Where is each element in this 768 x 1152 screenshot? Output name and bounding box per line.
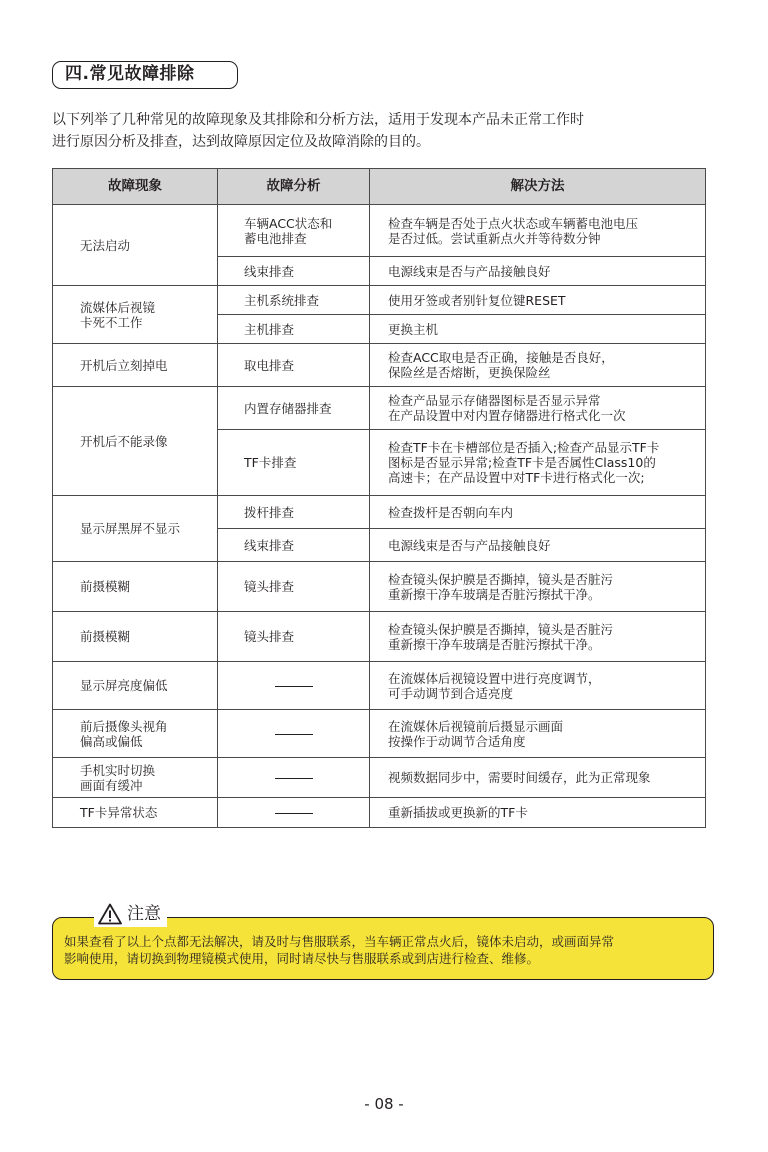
header-analysis: 故障分析 (218, 169, 370, 205)
table-row (53, 798, 706, 828)
table-row (53, 286, 706, 315)
troubleshooting-table (52, 168, 706, 828)
symptom-cell: 显示屏黑屏不显示 (53, 496, 218, 562)
notice-body: 如果查看了以上个点都无法解决，请及时与售服联系，当车辆正常点火后，镜体未启动，或画面异常 影响使用，请切换到物理镜模式使用，同时请尽快与售服联系或到店进行检查、维修。 (64, 934, 615, 966)
solution-cell: 检查车辆是否处于点火状态或车辆蓄电池电压 是否过低。尝试重新点火并等待数分钟 (370, 205, 706, 257)
analysis-cell: 主机排查 (218, 315, 370, 344)
solution-cell: 检查ACC取电是否正确，接触是否良好， 保险丝是否熔断，更换保险丝 (370, 344, 706, 387)
table-row (53, 205, 706, 257)
analysis-cell: 镜头排查 (218, 562, 370, 612)
symptom-cell: 手机实时切换 画面有缓冲 (53, 758, 218, 798)
solution-cell: 重新插拔或更换新的TF卡 (370, 798, 706, 828)
symptom-cell: 开机后立刻掉电 (53, 344, 218, 387)
notice-heading (94, 901, 167, 927)
notice-title: 注意 (127, 904, 161, 924)
analysis-cell: 线束排查 (218, 529, 370, 562)
solution-cell: 使用牙签或者别针复位键RESET (370, 286, 706, 315)
solution-cell: 在流媒休后视镜前后摄显示画面 按操作于动调节合适角度 (370, 710, 706, 758)
section-title: 四.常见故障排除 (52, 61, 238, 89)
solution-cell: 检查镜头保护膜是否撕掉，镜头是否脏污 重新擦干净车玻璃是否脏污擦拭干净。 (370, 562, 706, 612)
solution-cell: 电源线束是否与产品接触良好 (370, 529, 706, 562)
symptom-cell: 流媒体后视镜 卡死不工作 (53, 286, 218, 344)
solution-cell: 检查拨杆是否朝向车内 (370, 496, 706, 529)
dash-mark (275, 734, 313, 735)
dash-mark (275, 686, 313, 687)
solution-cell: 检查产品显示存储器图标是否显示异常 在产品设置中对内置存储器进行格式化一次 (370, 387, 706, 430)
symptom-cell: 前后摄像头视角 偏高或偏低 (53, 710, 218, 758)
dash-mark (275, 778, 313, 779)
solution-cell: 检查镜头保护膜是否撕掉，镜头是否脏污 重新擦干净车玻璃是否脏污擦拭干净。 (370, 612, 706, 662)
table-row (53, 387, 706, 430)
intro-paragraph: 以下列举了几种常见的故障现象及其排除和分析方法，适用于发现本产品未正常工作时 进行原因分析及排查，达到故障原因定位及故障消除的目的。 (52, 112, 584, 150)
symptom-cell: TF卡异常状态 (53, 798, 218, 828)
analysis-cell-empty (218, 710, 370, 758)
notice-box (52, 904, 714, 980)
analysis-cell: 主机系统排查 (218, 286, 370, 315)
analysis-cell: 线束排查 (218, 257, 370, 286)
table-row (53, 612, 706, 662)
analysis-cell-empty (218, 662, 370, 710)
solution-cell: 在流媒体后视镜设置中进行亮度调节， 可手动调节到合适亮度 (370, 662, 706, 710)
table-row (53, 562, 706, 612)
table-row (53, 662, 706, 710)
table-row (53, 710, 706, 758)
analysis-cell-empty (218, 798, 370, 828)
solution-cell: 电源线束是否与产品接触良好 (370, 257, 706, 286)
solution-cell: 视频数据同步中，需要时间缓存，此为正常现象 (370, 758, 706, 798)
warning-triangle-icon (98, 903, 122, 925)
analysis-cell-empty (218, 758, 370, 798)
analysis-cell: 车辆ACC状态和 蓄电池排查 (218, 205, 370, 257)
header-symptom: 故障现象 (53, 169, 218, 205)
symptom-cell: 显示屏亮度偏低 (53, 662, 218, 710)
analysis-cell: 内置存储器排查 (218, 387, 370, 430)
analysis-cell: 镜头排查 (218, 612, 370, 662)
solution-cell: 更换主机 (370, 315, 706, 344)
analysis-cell: 取电排查 (218, 344, 370, 387)
table-header-row (53, 169, 706, 205)
symptom-cell: 前摄模糊 (53, 562, 218, 612)
table-row (53, 758, 706, 798)
table-row (53, 344, 706, 387)
analysis-cell: 拨杆排查 (218, 496, 370, 529)
analysis-cell: TF卡排查 (218, 430, 370, 496)
symptom-cell: 开机后不能录像 (53, 387, 218, 496)
dash-mark (275, 813, 313, 814)
table-row (53, 496, 706, 529)
page-number: - 08 - (364, 1095, 404, 1113)
symptom-cell: 无法启动 (53, 205, 218, 286)
header-solution: 解决方法 (370, 169, 706, 205)
solution-cell: 检查TF卡在卡槽部位是否插入;检查产品显示TF卡 图标是否显示异常;检查TF卡是否属性Class10的 高速卡；在产品设置中对TF卡进行格式化一次; (370, 430, 706, 496)
symptom-cell: 前摄模糊 (53, 612, 218, 662)
